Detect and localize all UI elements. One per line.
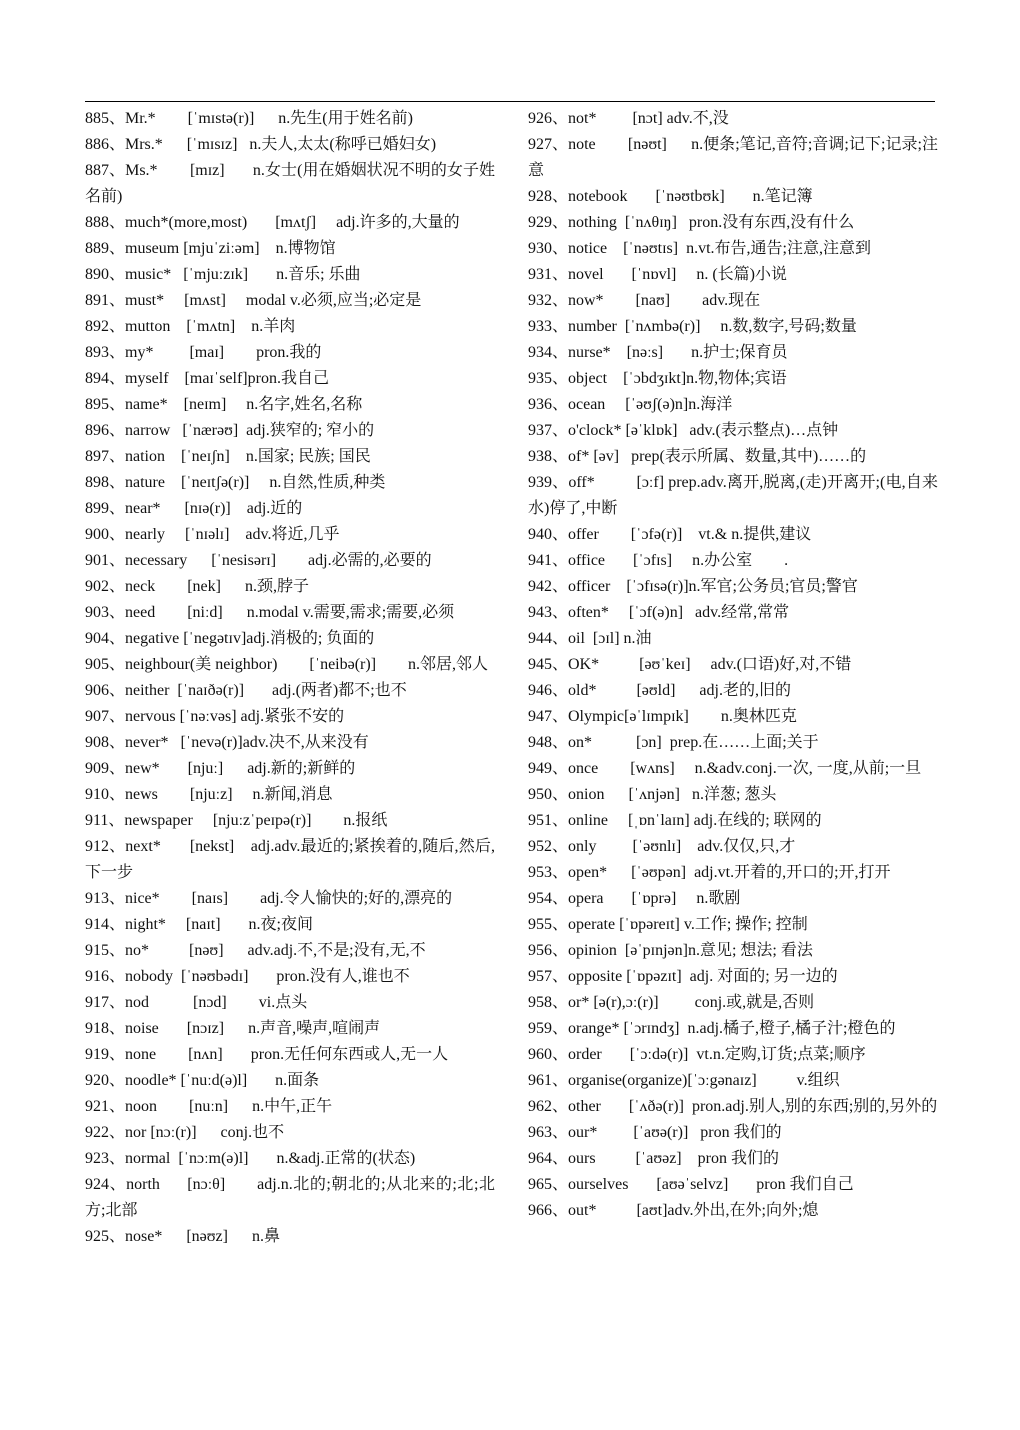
vocab-entry: 956、opinion [əˈpɪnjən]n.意见; 想法; 看法: [528, 942, 813, 959]
vocab-entry: 886、Mrs.* [ˈmɪsɪz] n.夫人,太太(称呼已婚妇女): [85, 136, 437, 153]
vocab-entry: 955、operate [ˈɒpəreɪt] v.工作; 操作; 控制: [528, 916, 808, 933]
vocab-entry: 943、often* [ˈɔf(ə)n] adv.经常,常常: [528, 604, 790, 621]
right-column: [528, 106, 938, 1224]
vocab-entry: 941、office [ˈɔfɪs] n.办公室 .: [528, 552, 789, 569]
vocab-entry: 887、Ms.* [mɪz] n.女士(用在婚姻状况不明的女子姓名前): [85, 162, 495, 205]
vocab-entry: 908、never* [ˈnevə(r)]adv.决不,从来没有: [85, 734, 369, 751]
vocab-entry: 933、number [ˈnʌmbə(r)] n.数,数字,号码;数量: [528, 318, 857, 335]
vocab-entry: 964、ours [ˈaʊəz] pron 我们的: [528, 1150, 779, 1167]
vocab-entry: 952、only [ˈəʊnlɪ] adv.仅仅,只,才: [528, 838, 796, 855]
vocab-entry: 889、museum [mjuˈziːəm] n.博物馆: [85, 240, 336, 257]
vocab-entry: 939、off* [ɔːf] prep.adv.离开,脱离,(走)开离开;(电,自来水)停了,中断: [528, 474, 938, 517]
vocab-entry: 951、online [ˌɒnˈlaɪn] adj.在线的; 联网的: [528, 812, 822, 829]
vocab-entry: 954、opera [ˈɒprə] n.歌剧: [528, 890, 741, 907]
vocab-entry: 892、mutton [ˈmʌtn] n.羊肉: [85, 318, 296, 335]
vocab-entry: 947、Olympic[əˈlɪmpɪk] n.奥林匹克: [528, 708, 797, 725]
vocab-entry: 885、Mr.* [ˈmɪstə(r)] n.先生(用于姓名前): [85, 110, 413, 127]
vocab-entry: 910、news [njuːz] n.新闻,消息: [85, 786, 333, 803]
vocab-entry: 911、newspaper [njuːzˈpeɪpə(r)] n.报纸: [85, 812, 388, 829]
vocab-entry: 932、now* [naʊ] adv.现在: [528, 292, 761, 309]
vocab-entry: 924、north [nɔːθ] adj.n.北的;朝北的;从北来的;北;北方;北部: [85, 1176, 495, 1219]
vocab-entry: 946、old* [əʊld] adj.老的,旧的: [528, 682, 791, 699]
vocab-entry: 915、no* [nəʊ] adv.adj.不,不是;没有,无,不: [85, 942, 426, 959]
vocab-entry: 918、noise [nɔɪz] n.声音,噪声,喧闹声: [85, 1020, 381, 1037]
vocab-entry: 920、noodle* [ˈnuːd(ə)l] n.面条: [85, 1072, 320, 1089]
vocab-entry: 916、nobody [ˈnəʊbədɪ] pron.没有人,谁也不: [85, 968, 410, 985]
vocab-entry: 958、or* [ə(r),ɔː(r)] conj.或,就是,否则: [528, 994, 815, 1011]
vocab-entry: 942、officer [ˈɔfɪsə(r)]n.军官;公务员;官员;警官: [528, 578, 858, 595]
vocab-entry: 893、my* [maɪ] pron.我的: [85, 344, 322, 361]
vocab-entry: 921、noon [nuːn] n.中午,正午: [85, 1098, 333, 1115]
vocab-entry: 937、o'clock* [əˈklɒk] adv.(表示整点)…点钟: [528, 422, 839, 439]
vocab-entry: 919、none [nʌn] pron.无任何东西或人,无一人: [85, 1046, 449, 1063]
vocab-entry: 927、note [nəʊt] n.便条;笔记,音符;音调;记下;记录;注意: [528, 136, 938, 179]
vocab-entry: 907、nervous [ˈnəːvəs] adj.紧张不安的: [85, 708, 345, 725]
vocab-entry: 945、OK* [əʊˈkeɪ] adv.(口语)好,对,不错: [528, 656, 852, 673]
vocab-entry: 938、of* [əv] prep(表示所属、数量,其中)……的: [528, 448, 867, 465]
vocab-entry: 905、neighbour(美 neighbor) [ˈneibə(r)] n.邻居,邻人: [85, 656, 489, 673]
vocab-entry: 934、nurse* [nəːs] n.护士;保育员: [528, 344, 788, 361]
vocab-entry: 901、necessary [ˈnesisərɪ] adj.必需的,必要的: [85, 552, 432, 569]
vocab-entry: 909、new* [njuː] adj.新的;新鲜的: [85, 760, 356, 777]
vocab-entry: 962、other [ˈʌðə(r)] pron.adj.别人,别的东西;别的,另外的: [528, 1098, 938, 1115]
vocab-entry: 959、orange* [ˈɔrɪndʒ] n.adj.橘子,橙子,橘子汁;橙色的: [528, 1020, 896, 1037]
vocab-entry: 891、must* [mʌst] modal v.必须,应当;必定是: [85, 292, 422, 309]
vocab-entry: 897、nation [ˈneɪʃn] n.国家; 民族; 国民: [85, 448, 371, 465]
vocab-entry: 912、next* [nekst] adj.adv.最近的;紧挨着的,随后,然后,下一步: [85, 838, 495, 881]
vocab-entry: 917、nod [nɔd] vi.点头: [85, 994, 308, 1011]
vocab-entry: 926、not* [nɔt] adv.不,没: [528, 110, 729, 127]
vocab-entry: 931、novel [ˈnɒvl] n. (长篇)小说: [528, 266, 788, 283]
vocab-entry: 963、our* [ˈaʊə(r)] pron 我们的: [528, 1124, 782, 1141]
vocab-entry: 953、open* [ˈəʊpən] adj.vt.开着的,开口的;开,打开: [528, 864, 891, 881]
vocab-entry: 961、organise(organize)[ˈɔːgənaɪz] v.组织: [528, 1072, 840, 1089]
left-column: [85, 106, 495, 1250]
vocab-entry: 944、oil [ɔɪl] n.油: [528, 630, 652, 647]
vocab-entry: 950、onion [ˈʌnjən] n.洋葱; 葱头: [528, 786, 777, 803]
vocab-entry: 960、order [ˈɔːdə(r)] vt.n.定购,订货;点菜;顺序: [528, 1046, 866, 1063]
vocab-entry: 949、once [wʌns] n.&adv.conj.一次, 一度,从前;一旦: [528, 760, 922, 777]
vocab-entry: 930、notice [ˈnəʊtɪs] n.vt.布告,通告;注意,注意到: [528, 240, 871, 257]
vocab-entry: 925、nose* [nəʊz] n.鼻: [85, 1228, 280, 1245]
vocab-entry: 928、notebook [ˈnəʊtbʊk] n.笔记簿: [528, 188, 813, 205]
vocab-entry: 966、out* [aʊt]adv.外出,在外;向外;熄: [528, 1202, 819, 1219]
vocab-entry: 906、neither [ˈnaɪðə(r)] adj.(两者)都不;也不: [85, 682, 407, 699]
vocab-entry: 896、narrow [ˈnærəʊ] adj.狭窄的; 窄小的: [85, 422, 375, 439]
vocab-entry: 940、offer [ˈɔfə(r)] vt.& n.提供,建议: [528, 526, 812, 543]
vocab-entry: 894、myself [maɪˈself]pron.我自己: [85, 370, 329, 387]
vocab-entry: 913、nice* [naɪs] adj.令人愉快的;好的,漂亮的: [85, 890, 453, 907]
vocab-entry: 904、negative [ˈnegətɪv]adj.消极的; 负面的: [85, 630, 375, 647]
vocab-entry: 957、opposite [ˈɒpəzɪt] adj. 对面的; 另一边的: [528, 968, 838, 985]
vocab-entry: 890、music* [ˈmjuːzɪk] n.音乐; 乐曲: [85, 266, 361, 283]
vocab-entry: 895、name* [neɪm] n.名字,姓名,名称: [85, 396, 363, 413]
vocab-entry: 965、ourselves [aʊəˈselvz] pron 我们自己: [528, 1176, 854, 1193]
vocab-entry: 923、normal [ˈnɔːm(ə)l] n.&adj.正常的(状态): [85, 1150, 416, 1167]
vocab-entry: 922、nor [nɔː(r)] conj.也不: [85, 1124, 285, 1141]
vocab-entry: 929、nothing [ˈnʌθɪŋ] pron.没有东西,没有什么: [528, 214, 855, 231]
vocab-entry: 898、nature [ˈneɪtʃə(r)] n.自然,性质,种类: [85, 474, 386, 491]
vocab-entry: 948、on* [ɔn] prep.在……上面;关于: [528, 734, 819, 751]
vocab-entry: 903、need [niːd] n.modal v.需要,需求;需要,必须: [85, 604, 455, 621]
vocab-entry: 888、much*(more,most) [mʌtʃ] adj.许多的,大量的: [85, 214, 460, 231]
vocab-entry: 936、ocean [ˈəʊʃ(ə)n]n.海洋: [528, 396, 733, 413]
vocab-entry: 935、object [ˈɔbdʒɪkt]n.物,物体;宾语: [528, 370, 787, 387]
vocab-entry: 899、near* [nɪə(r)] adj.近的: [85, 500, 303, 517]
vocab-entry: 914、night* [naɪt] n.夜;夜间: [85, 916, 313, 933]
vocab-entry: 902、neck [nek] n.颈,脖子: [85, 578, 309, 595]
top-rule: [85, 101, 935, 102]
vocab-entry: 900、nearly [ˈnɪəlɪ] adv.将近,几乎: [85, 526, 340, 543]
